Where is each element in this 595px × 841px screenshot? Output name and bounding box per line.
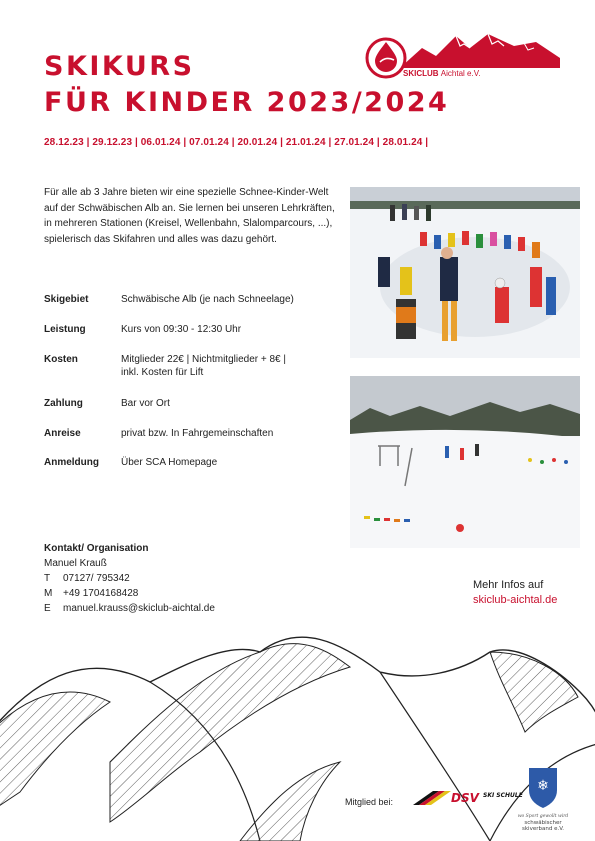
club-location: Aichtal e.V. [440, 69, 481, 78]
dsv-sub: SKI SCHULE [483, 792, 523, 799]
contact-key: T [44, 573, 51, 584]
detail-label: Anmeldung [44, 457, 99, 468]
ssv-slogan: wo Sport gewollt wird [517, 814, 569, 819]
detail-label: Leistung [44, 324, 86, 335]
contact-name: Manuel Krauß [44, 558, 107, 569]
detail-value: Über SCA Homepage [121, 457, 218, 468]
club-name-main: SKICLUB [403, 69, 439, 78]
detail-value: Kurs von 09:30 - 12:30 Uhr [121, 324, 242, 335]
page-title-line-1: SKIKURS [44, 51, 195, 82]
contact-email-link[interactable]: manuel.krauss@skiclub-aichtal.de [63, 603, 215, 614]
contact-key: M [44, 588, 53, 599]
website-link[interactable]: skiclub-aichtal.de [473, 594, 558, 606]
contact-block [44, 541, 215, 616]
photo-kids-group [350, 187, 580, 358]
contact-value: +49 1704168428 [63, 588, 139, 599]
photo-ski-slope [350, 376, 580, 548]
contact-value: 07127/ 795342 [63, 573, 130, 584]
detail-label: Anreise [44, 428, 81, 439]
detail-label: Skigebiet [44, 294, 89, 305]
contact-title: Kontakt/ Organisation [44, 543, 149, 554]
skiclub-logo [364, 28, 560, 88]
contact-key: E [44, 603, 51, 614]
detail-value: Schwäbische Alb (je nach Schneelage) [121, 294, 294, 305]
ssv-name-1: schwäbischer [524, 820, 562, 826]
ssv-logo [515, 766, 571, 832]
page-title-line-2: FÜR KINDER 2023/2024 [44, 87, 450, 118]
detail-value: privat bzw. In Fahrgemeinschaften [121, 428, 274, 439]
course-dates: 28.12.23 | 29.12.23 | 06.01.24 | 07.01.24 | 20.01.24 | 21.01.24 | 27.01.24 | 28.01.24 | [44, 137, 429, 148]
detail-value-2: inkl. Kosten für Lift [121, 367, 204, 378]
contact-mobile [44, 586, 148, 601]
detail-label: Kosten [44, 354, 78, 365]
ssv-name-2: skiverband e.V. [522, 826, 564, 832]
contact-phone [44, 571, 148, 586]
more-info-text: Mehr Infos auf [473, 579, 544, 591]
dsv-skischule-logo [413, 787, 523, 811]
detail-label: Zahlung [44, 398, 83, 409]
more-info [473, 578, 557, 608]
club-name [403, 69, 481, 78]
detail-value: Bar vor Ort [121, 398, 170, 409]
snowflake-icon: ❄ [537, 778, 549, 794]
detail-value: Mitglieder 22€ | Nichtmitglieder + 8€ | [121, 354, 286, 365]
member-label: Mitglied bei: [345, 797, 394, 807]
intro-text: Für alle ab 3 Jahre bieten wir eine spezielle Schnee-Kinder-Welt auf der Schwäbischen Alb an. Sie lernen bei unseren Lehrkräften, in mehreren Stationen (Kreisel, Wellenbahn, Slalomparcours, ...), spielerisch das Skifahren und alles was dazu gehört. [44, 187, 335, 245]
dsv-text: DSV [451, 791, 479, 805]
